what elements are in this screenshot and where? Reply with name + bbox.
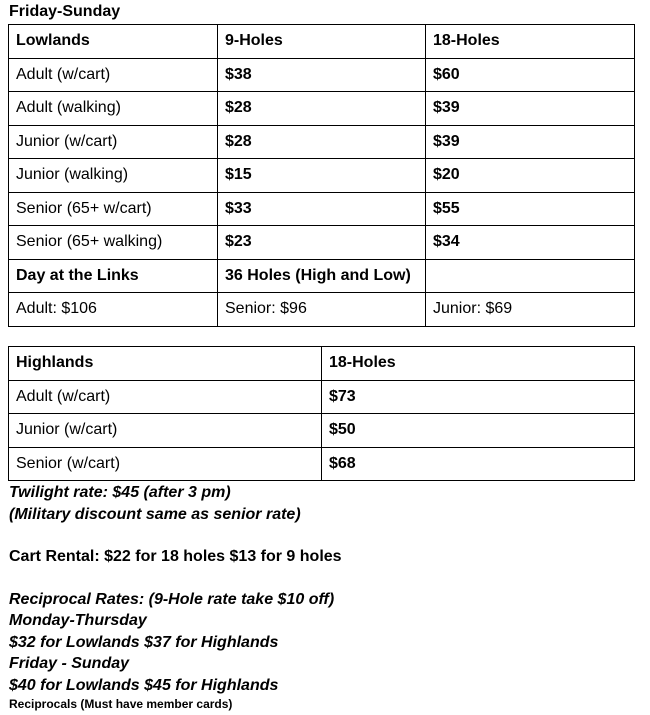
rate-9-holes: $23 (218, 226, 426, 260)
page-heading: Friday-Sunday (9, 3, 121, 20)
cart-rental: Cart Rental: $22 for 18 holes $13 for 9 holes (9, 548, 342, 565)
rate-18-holes: $39 (426, 92, 635, 126)
day-at-links-label: Day at the Links (9, 259, 218, 293)
table-row (9, 447, 635, 481)
rate-9-holes: $15 (218, 159, 426, 193)
fri-sun-rates: $40 for Lowlands $45 for Highlands (9, 676, 279, 694)
rate-9-holes: $38 (218, 58, 426, 92)
notes-spacer (9, 568, 639, 589)
table-row (9, 226, 635, 260)
day-at-links-prices-row (9, 293, 635, 327)
highlands-rate-table (8, 346, 635, 481)
rate-9-holes: $28 (218, 125, 426, 159)
header-9-holes: 9-Holes (218, 25, 426, 59)
day-price-adult: Adult: $106 (9, 293, 218, 327)
notes-spacer (9, 525, 639, 546)
mon-thu-rates: $32 for Lowlands $37 for Highlands (9, 633, 279, 651)
lowlands-rate-table (8, 24, 635, 327)
day-at-links-desc: 36 Holes (High and Low) (218, 259, 426, 293)
rate-label: Junior (w/cart) (9, 125, 218, 159)
reciprocal-rates: Reciprocal Rates: (9-Hole rate take $10 off) (9, 590, 335, 608)
rate-label: Senior (65+ w/cart) (9, 192, 218, 226)
table-row (9, 380, 635, 414)
rate-18-holes: $60 (426, 58, 635, 92)
mon-thu-heading: Monday-Thursday (9, 612, 147, 629)
table-row (9, 159, 635, 193)
rate-label: Senior (w/cart) (9, 447, 322, 481)
rate-18-holes: $68 (322, 447, 635, 481)
day-price-senior: Senior: $96 (218, 293, 426, 327)
header-18-holes: 18-Holes (322, 347, 635, 381)
rate-18-holes: $73 (322, 380, 635, 414)
rate-label: Adult (w/cart) (9, 380, 322, 414)
table-row (9, 92, 635, 126)
table-header-row (9, 347, 635, 381)
rate-9-holes: $28 (218, 92, 426, 126)
fri-sun-heading: Friday - Sunday (9, 655, 130, 672)
rate-label: Junior (walking) (9, 159, 218, 193)
day-at-links-row (9, 259, 635, 293)
table-row (9, 192, 635, 226)
header-course: Highlands (9, 347, 322, 381)
reciprocals-note: Reciprocals (Must have member cards) (9, 697, 233, 711)
rate-label: Adult (walking) (9, 92, 218, 126)
rate-label: Junior (w/cart) (9, 414, 322, 448)
rate-18-holes: $55 (426, 192, 635, 226)
rate-9-holes: $33 (218, 192, 426, 226)
table-row (9, 125, 635, 159)
rate-label: Senior (65+ walking) (9, 226, 218, 260)
header-course: Lowlands (9, 25, 218, 59)
table-row (9, 414, 635, 448)
table-header-row (9, 25, 635, 59)
rate-18-holes: $34 (426, 226, 635, 260)
rate-18-holes: $39 (426, 125, 635, 159)
day-price-junior: Junior: $69 (426, 293, 635, 327)
twilight-rate: Twilight rate: $45 (after 3 pm) (9, 484, 231, 501)
table-row (9, 58, 635, 92)
military-discount: (Military discount same as senior rate) (9, 505, 301, 523)
rate-18-holes: $50 (322, 414, 635, 448)
rate-notes (9, 482, 639, 712)
rate-18-holes: $20 (426, 159, 635, 193)
day-at-links-empty (426, 259, 635, 293)
header-18-holes: 18-Holes (426, 25, 635, 59)
rate-label: Adult (w/cart) (9, 58, 218, 92)
